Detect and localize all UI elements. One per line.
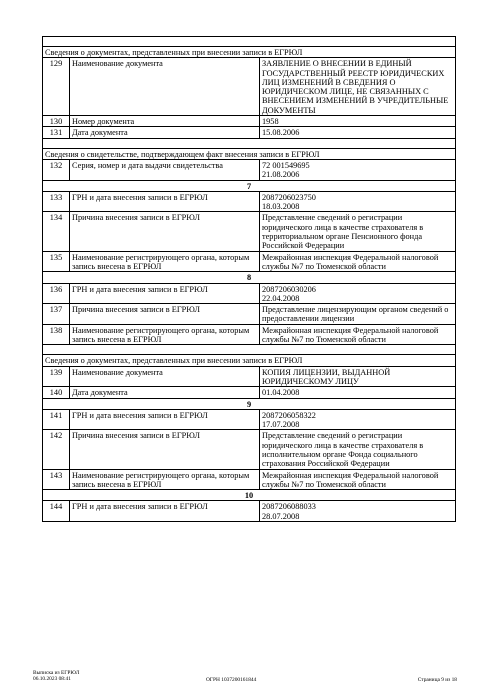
row-value: 15.08.2006	[260, 127, 456, 138]
row-label: ГРН и дата внесения записи в ЕГРЮЛ	[70, 283, 260, 304]
spacer-cell	[43, 345, 456, 355]
row-number: 135	[43, 251, 70, 272]
row-number: 133	[43, 191, 70, 212]
row-number: 139	[43, 366, 70, 387]
row-value: Межрайонная инспекция Федеральной налоговой службы №7 по Тюменской области	[260, 469, 456, 490]
table-row	[43, 501, 456, 522]
row-value: 2087206088033 28.07.2008	[260, 501, 456, 522]
spacer-row	[43, 138, 456, 148]
section-header-row	[43, 355, 456, 366]
row-number: 138	[43, 324, 70, 345]
row-value: Представление сведений о регистрации юридического лица в качестве страхователя в территориальном органе Пенсионного фонда Российской Федерации	[260, 212, 456, 251]
row-label: Причина внесения записи в ЕГРЮЛ	[70, 304, 260, 325]
footer-ogrn: ОГРН 1037200161844	[206, 677, 257, 683]
table-row	[43, 366, 456, 387]
row-value: КОПИЯ ЛИЦЕНЗИИ, ВЫДАННОЙ ЮРИДИЧЕСКОМУ ЛИЦУ	[260, 366, 456, 387]
record-number-row	[43, 490, 456, 501]
row-label: Наименование регистрирующего органа, которым запись внесена в ЕГРЮЛ	[70, 469, 260, 490]
record-number: 7	[43, 180, 456, 191]
row-label: Причина внесения записи в ЕГРЮЛ	[70, 430, 260, 469]
table-row	[43, 191, 456, 212]
row-label: Наименование документа	[70, 366, 260, 387]
row-number: 129	[43, 58, 70, 116]
row-label: Номер документа	[70, 116, 260, 127]
row-label: Дата документа	[70, 127, 260, 138]
row-number: 137	[43, 304, 70, 325]
row-number: 134	[43, 212, 70, 251]
spacer-cell	[43, 138, 456, 148]
row-label: ГРН и дата внесения записи в ЕГРЮЛ	[70, 409, 260, 430]
row-label: Причина внесения записи в ЕГРЮЛ	[70, 212, 260, 251]
record-number-row	[43, 398, 456, 409]
row-number: 143	[43, 469, 70, 490]
row-value: ЗАЯВЛЕНИЕ О ВНЕСЕНИИ В ЕДИНЫЙ ГОСУДАРСТВЕННЫЙ РЕЕСТР ЮРИДИЧЕСКИХ ЛИЦ ИЗМЕНЕНИЙ В СВЕДЕНИЯ О ЮРИДИЧЕСКОМ ЛИЦЕ, НЕ СВЯЗАННЫХ С ВНЕСЕНИЕМ ИЗМЕНЕНИЙ В УЧРЕДИТЕЛЬНЫЕ ДОКУМЕНТЫ	[260, 58, 456, 116]
row-number: 136	[43, 283, 70, 304]
table-row	[43, 387, 456, 398]
table-row	[43, 159, 456, 180]
row-number: 140	[43, 387, 70, 398]
row-value: Представление сведений о регистрации юридического лица в качестве страхователя в исполнительном органе Фонда социального страхования Российской Федерации	[260, 430, 456, 469]
table-row	[43, 58, 456, 116]
row-value: 2087206023750 18.03.2008	[260, 191, 456, 212]
section-header-row	[43, 148, 456, 159]
row-value: 2087206030206 22.04.2008	[260, 283, 456, 304]
record-number: 9	[43, 398, 456, 409]
row-label: Наименование регистрирующего органа, которым запись внесена в ЕГРЮЛ	[70, 324, 260, 345]
row-label: ГРН и дата внесения записи в ЕГРЮЛ	[70, 501, 260, 522]
row-value: 01.04.2008	[260, 387, 456, 398]
footer-datetime: 06.10.2023 08:41	[33, 676, 71, 683]
row-number: 130	[43, 116, 70, 127]
row-value: 2087206058322 17.07.2008	[260, 409, 456, 430]
table-row	[43, 409, 456, 430]
table-row	[43, 127, 456, 138]
row-value: 1958	[260, 116, 456, 127]
section-header: Сведения о документах, представленных при внесении записи в ЕГРЮЛ	[43, 47, 456, 58]
row-number: 131	[43, 127, 70, 138]
row-number: 142	[43, 430, 70, 469]
footer-doc-title: Выписка из ЕГРЮЛ	[33, 670, 80, 676]
table-row	[43, 304, 456, 325]
record-number-row	[43, 180, 456, 191]
row-label: Наименование документа	[70, 58, 260, 116]
spacer-cell	[43, 37, 456, 47]
record-number: 8	[43, 272, 456, 283]
row-value: Межрайонная инспекция Федеральной налоговой службы №7 по Тюменской области	[260, 251, 456, 272]
row-number: 132	[43, 159, 70, 180]
table-row	[43, 469, 456, 490]
section-header: Сведения о свидетельстве, подтверждающем факт внесения записи в ЕГРЮЛ	[43, 148, 456, 159]
table-row	[43, 430, 456, 469]
spacer-row	[43, 345, 456, 355]
footer-left	[33, 670, 79, 683]
row-value: Представление лицензирующим органом сведений о предоставлении лицензии	[260, 304, 456, 325]
record-number: 10	[43, 490, 456, 501]
row-label: Наименование регистрирующего органа, которым запись внесена в ЕГРЮЛ	[70, 251, 260, 272]
table-row	[43, 212, 456, 251]
table-row	[43, 283, 456, 304]
egrul-table-body	[43, 37, 456, 522]
footer-page-number: Страница 9 из 18	[417, 677, 457, 683]
row-label: Серия, номер и дата выдачи свидетельства	[70, 159, 260, 180]
row-label: ГРН и дата внесения записи в ЕГРЮЛ	[70, 191, 260, 212]
record-number-row	[43, 272, 456, 283]
table-row	[43, 116, 456, 127]
row-value: 72 001549695 21.08.2006	[260, 159, 456, 180]
spacer-row	[43, 37, 456, 47]
table-row	[43, 324, 456, 345]
section-header-row	[43, 47, 456, 58]
row-label: Дата документа	[70, 387, 260, 398]
table-row	[43, 251, 456, 272]
row-number: 141	[43, 409, 70, 430]
row-value: Межрайонная инспекция Федеральной налоговой службы №7 по Тюменской области	[260, 324, 456, 345]
egrul-table	[42, 36, 456, 522]
row-number: 144	[43, 501, 70, 522]
section-header: Сведения о документах, представленных при внесении записи в ЕГРЮЛ	[43, 355, 456, 366]
